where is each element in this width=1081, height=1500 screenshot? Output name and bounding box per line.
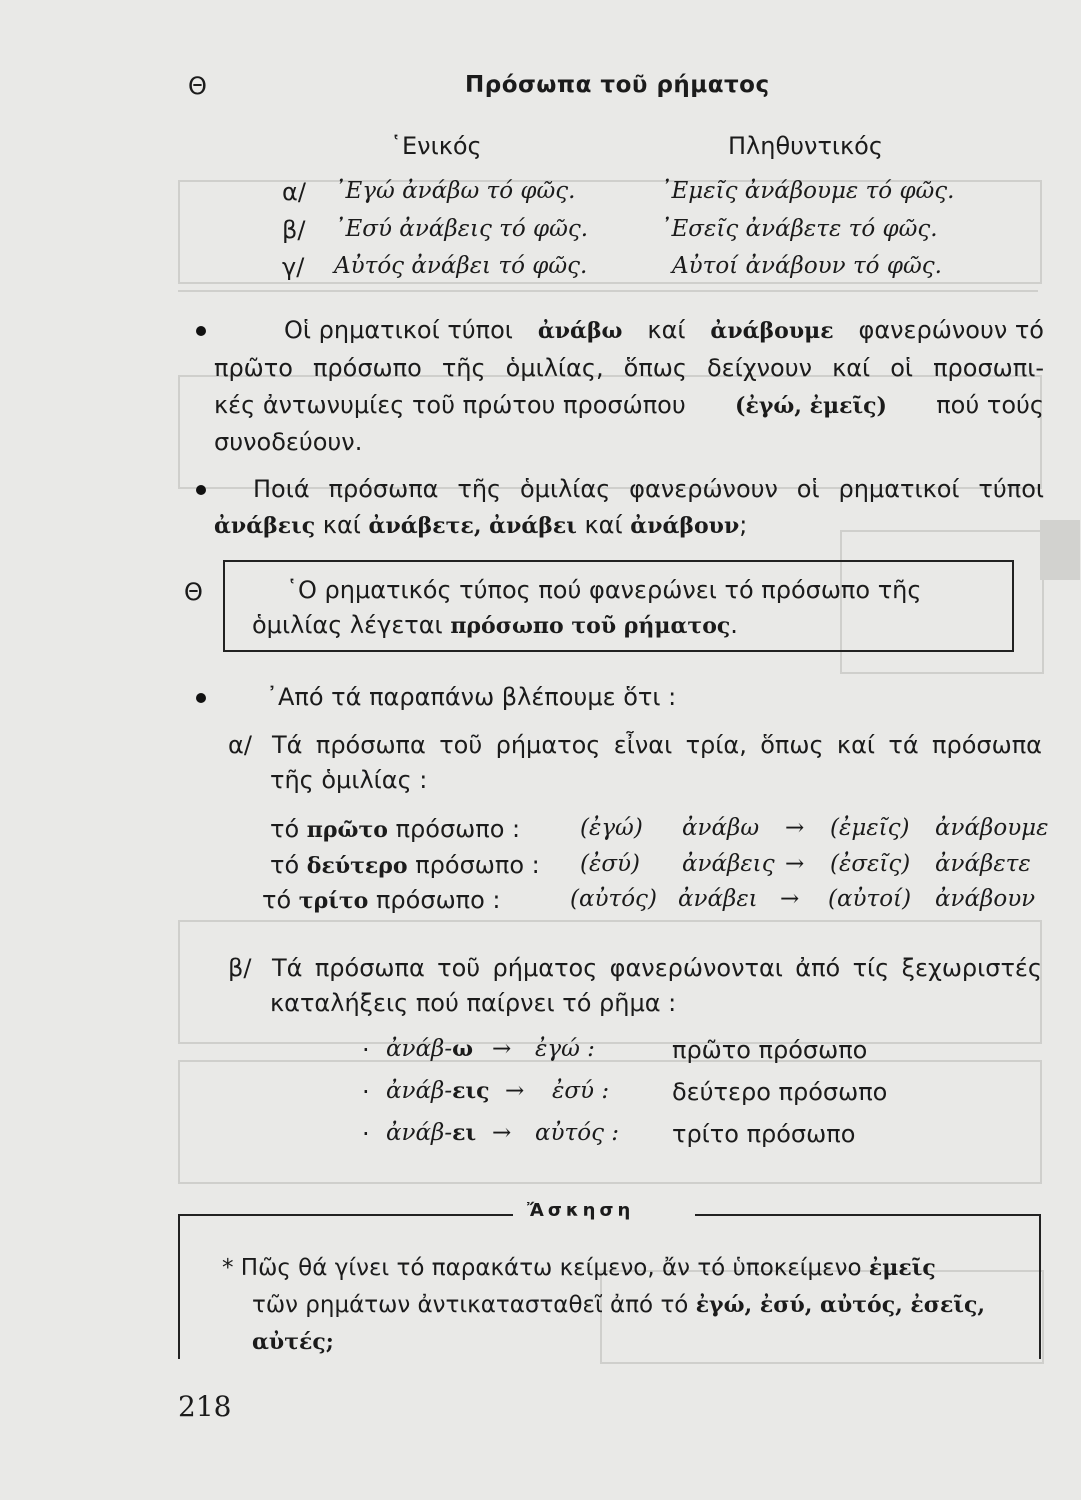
page-title: Πρόσωπα τοῦ ρήματος <box>465 72 770 98</box>
singular-example: ᾿Εγώ ἀνάβω τό φῶς. <box>334 178 576 204</box>
plural-example: ᾿Εμεῖς ἀνάβουμε τό φῶς. <box>660 178 955 204</box>
ending-form <box>386 1036 473 1062</box>
text: πού τούς <box>936 391 1044 419</box>
pronouns: (ἐγώ, ἐμεῖς) <box>735 393 887 419</box>
frame-line <box>178 1214 513 1216</box>
text: Οἱ ρηματικοί τύποι <box>284 316 513 344</box>
defined-term: πρόσωπο τοῦ ρήματος <box>450 613 731 639</box>
text: * Πῶς θά γίνει τό παρακάτω κείμενο, ἄν τό ὑποκείμενο <box>222 1255 862 1281</box>
page-number: 218 <box>178 1390 232 1423</box>
text: φανερώνουν τό <box>858 316 1044 344</box>
ending: εις <box>452 1078 490 1104</box>
text: τό <box>270 851 300 879</box>
person-name: πρῶτο πρόσωπο <box>672 1036 868 1064</box>
row-label: γ/ <box>282 253 305 281</box>
text: ; <box>739 511 748 539</box>
frame-line <box>695 1214 1041 1216</box>
pronoun: ἐσύ : <box>552 1078 610 1104</box>
text: πρόσωπο : <box>415 851 540 879</box>
bullet-icon <box>196 693 206 703</box>
exercise-title: Ἄσκηση <box>527 1200 635 1221</box>
arrow-icon: → <box>785 851 805 877</box>
pronoun-plural: (ἐσεῖς) <box>830 851 911 877</box>
arrow-icon: → <box>492 1120 512 1146</box>
exercise-line1 <box>222 1255 936 1281</box>
text: κές ἀντωνυμίες τοῦ πρώτου προσώπου <box>214 391 686 419</box>
singular-example: Αὐτός ἀνάβει τό φῶς. <box>334 253 588 279</box>
text: καί <box>322 511 361 539</box>
row-label: β/ <box>282 216 306 244</box>
verb-form-plural: ἀνάβετε <box>935 851 1031 877</box>
person-name: δεύτερο πρόσωπο <box>672 1078 888 1106</box>
singular-header: ῾Ενικός <box>390 132 482 160</box>
theta-marker: Θ <box>188 72 207 100</box>
ending-form <box>386 1120 476 1146</box>
bleed-through-line <box>178 290 1038 292</box>
pronoun: (αὐτός) <box>570 886 657 912</box>
point-b-label: β/ <box>228 954 252 982</box>
ending-form <box>386 1078 490 1104</box>
plural-example: ᾿Εσεῖς ἀνάβετε τό φῶς. <box>660 216 938 242</box>
term-anavo: ἀνάβω <box>537 318 623 344</box>
theta-marker: Θ <box>184 578 203 606</box>
stem: ἀνάβ- <box>386 1078 453 1104</box>
text: . <box>730 611 738 639</box>
arrow-icon: → <box>780 886 800 912</box>
person-row <box>270 815 520 843</box>
para2-line1: Ποιά πρόσωπα τῆς ὁμιλίας φανερώνουν οἱ ρηματικοί τύποι <box>253 475 1044 503</box>
text: καί <box>584 511 623 539</box>
pronouns: ἐγώ, ἐσύ, αὐτός, ἐσεῖς, <box>695 1292 986 1318</box>
rule-line2 <box>252 611 738 639</box>
point-a-line2: τῆς ὁμιλίας : <box>270 766 428 794</box>
term-anavoume: ἀνάβουμε <box>710 318 834 344</box>
ordinal: τρίτο <box>298 888 369 914</box>
para1-line3 <box>214 391 1044 419</box>
list-bullet: · <box>362 1078 370 1106</box>
stem: ἀνάβ- <box>386 1120 453 1146</box>
para3-intro: ᾿Από τά παραπάνω βλέπουμε ὅτι : <box>266 683 677 711</box>
text: καί <box>647 316 686 344</box>
verb-form-plural: ἀνάβουν <box>935 886 1036 912</box>
person-row <box>270 851 540 879</box>
term: ἀνάβεις <box>214 513 316 539</box>
bullet-icon <box>196 485 206 495</box>
ending: ει <box>452 1120 477 1146</box>
verb-form-plural: ἀνάβουμε <box>935 815 1049 841</box>
para1-line1 <box>284 316 1044 344</box>
pronoun: αὐτός : <box>535 1120 620 1146</box>
frame-line <box>1039 1214 1041 1359</box>
text: πρόσωπο : <box>395 815 521 843</box>
point-b-line2: καταλήξεις πού παίρνει τό ρῆμα : <box>270 989 677 1017</box>
exercise-line3: αὐτές; <box>252 1329 334 1355</box>
arrow-icon: → <box>492 1036 512 1062</box>
person-row <box>262 886 501 914</box>
pronoun-plural: (αὐτοί) <box>828 886 912 912</box>
arrow-icon: → <box>505 1078 525 1104</box>
side-tab-mark <box>1040 520 1080 580</box>
point-a-line1: Τά πρόσωπα τοῦ ρήματος εἶναι τρία, ὅπως καί τά πρόσωπα <box>272 731 1042 759</box>
verb-form: ἀνάβω <box>682 815 760 841</box>
para2-line2 <box>214 511 747 539</box>
ordinal: δεύτερο <box>306 853 408 879</box>
ending: ω <box>452 1036 474 1062</box>
row-label: α/ <box>282 178 306 206</box>
pronoun: (ἐγώ) <box>580 815 643 841</box>
text: τῶν ρημάτων ἀντικατασταθεῖ ἀπό τό <box>252 1292 689 1318</box>
verb-form: ἀνάβεις <box>682 851 775 877</box>
rule-line1: ῾Ο ρηματικός τύπος πού φανερώνει τό πρόσωπο τῆς <box>286 576 922 604</box>
ordinal: πρῶτο <box>306 817 388 843</box>
text: ὁμιλίας λέγεται <box>252 611 443 639</box>
term: ἀνάβουν <box>630 513 740 539</box>
verb-form: ἀνάβει <box>678 886 758 912</box>
text: τό <box>270 815 300 843</box>
text: τό <box>262 886 292 914</box>
para1-line4: συνοδεύουν. <box>214 428 363 456</box>
plural-example: Αὐτοί ἀνάβουν τό φῶς. <box>672 253 942 279</box>
stem: ἀνάβ- <box>386 1036 453 1062</box>
point-b-line1: Τά πρόσωπα τοῦ ρήματος φανερώνονται ἀπό τίς ξεχωριστές <box>272 954 1042 982</box>
para1-line2: πρῶτο πρόσωπο τῆς ὁμιλίας, ὅπως δείχνουν καί οἱ προσωπι- <box>214 354 1044 382</box>
bullet-icon <box>196 326 206 336</box>
exercise-line2 <box>252 1292 985 1318</box>
text: πρόσωπο : <box>375 886 501 914</box>
frame-line <box>178 1214 180 1359</box>
pronoun: (ἐσύ) <box>580 851 640 877</box>
list-bullet: · <box>362 1036 370 1064</box>
person-name: τρίτο πρόσωπο <box>672 1120 856 1148</box>
point-a-label: α/ <box>228 731 252 759</box>
singular-example: ᾿Εσύ ἀνάβεις τό φῶς. <box>334 216 589 242</box>
bleed-through-box <box>178 920 1042 1044</box>
list-bullet: · <box>362 1120 370 1148</box>
pronoun: ἐγώ : <box>535 1036 595 1062</box>
plural-header: Πληθυντικός <box>728 132 883 160</box>
pronoun-plural: (ἐμεῖς) <box>830 815 910 841</box>
arrow-icon: → <box>785 815 805 841</box>
term: ἐμεῖς <box>868 1255 936 1281</box>
term: ἀνάβετε, ἀνάβει <box>368 513 577 539</box>
